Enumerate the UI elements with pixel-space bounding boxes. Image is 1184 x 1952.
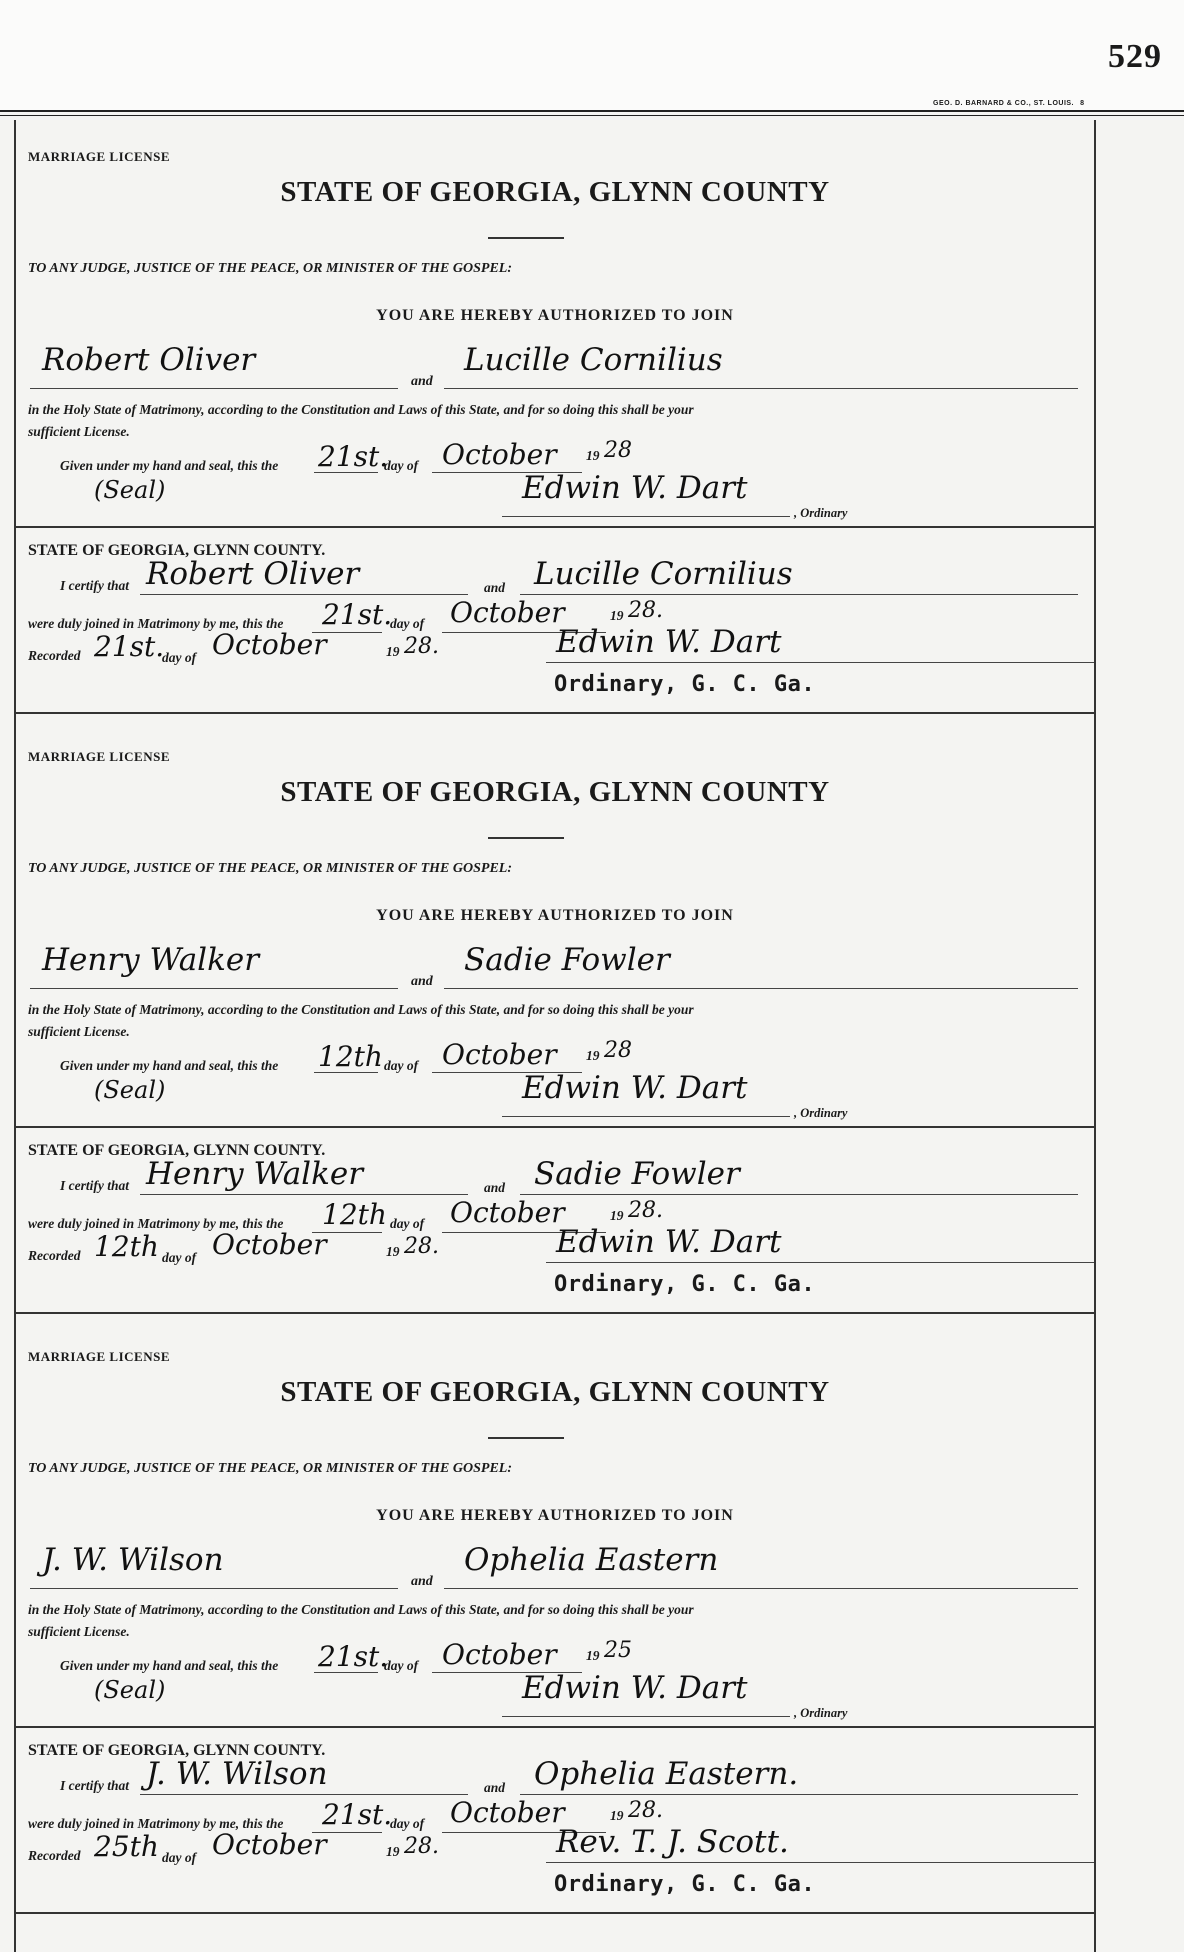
license-year-prefix: 19: [586, 1048, 600, 1063]
day-of-label: day of: [384, 458, 419, 473]
cert-and-label: and: [484, 1780, 506, 1795]
joined-year: 28.: [628, 1798, 663, 1823]
cert-signature-line: [546, 662, 1094, 663]
license-label: MARRIAGE LICENSE: [28, 149, 170, 164]
authorized-line: YOU ARE HEREBY AUTHORIZED TO JOIN: [376, 307, 734, 324]
cert-bride-name: Sadie Fowler: [534, 1156, 740, 1192]
ordinary-label: , Ordinary: [794, 1106, 848, 1120]
given-label: Given under my hand and seal, this the: [60, 458, 279, 473]
bride-line: [444, 1588, 1078, 1589]
cert-groom-line: [140, 1194, 468, 1195]
license-signature: Edwin W. Dart: [522, 1670, 748, 1706]
cert-signature-line: [546, 1862, 1094, 1863]
license-body: [28, 1599, 1080, 1643]
joined-day-of-label: day of: [390, 1216, 425, 1231]
bride-name: Lucille Cornilius: [464, 342, 723, 378]
marriage-license-section: [16, 720, 1094, 1128]
cert-bride-line: [520, 1794, 1078, 1795]
recorded-year-prefix: 19: [386, 644, 400, 659]
license-signature: Edwin W. Dart: [522, 1070, 748, 1106]
recorded-label: Recorded: [28, 1248, 81, 1263]
signature-line: [502, 516, 790, 517]
certify-label: I certify that: [60, 1178, 129, 1193]
joined-year-prefix: 19: [610, 1808, 624, 1823]
to-line: TO ANY JUDGE, JUSTICE OF THE PEACE, OR MINISTER OF THE GOSPEL:: [28, 1461, 512, 1476]
joined-day: 21st.: [322, 598, 393, 631]
ordinary-stamp: Ordinary, G. C. Ga.: [554, 1872, 816, 1897]
license-body-line1: in the Holy State of Matrimony, according to the Constitution and Laws of this State, and for so doing this shall be your: [28, 1002, 694, 1017]
ordinary-label: , Ordinary: [794, 506, 848, 520]
cert-signature-line: [546, 1262, 1094, 1263]
and-label: and: [411, 374, 433, 389]
signature-line: [502, 1716, 790, 1717]
license-body-line1: in the Holy State of Matrimony, according to the Constitution and Laws of this State, and for so doing this shall be your: [28, 1602, 694, 1617]
given-label: Given under my hand and seal, this the: [60, 1058, 279, 1073]
to-line: TO ANY JUDGE, JUSTICE OF THE PEACE, OR MINISTER OF THE GOSPEL:: [28, 261, 512, 276]
printer-imprint: GEO. D. BARNARD & CO., ST. LOUIS.: [933, 100, 1074, 107]
joined-label: were duly joined in Matrimony by me, this the: [28, 1816, 284, 1831]
joined-label: were duly joined in Matrimony by me, this the: [28, 1216, 284, 1231]
bride-name: Sadie Fowler: [464, 942, 670, 978]
joined-year-prefix: 19: [610, 1208, 624, 1223]
recorded-day-of-label: day of: [162, 1850, 197, 1865]
joined-year: 28.: [628, 598, 663, 623]
recorded-year: 28.: [404, 1234, 439, 1259]
page-number: 529: [1108, 38, 1162, 75]
top-rule: [0, 110, 1184, 116]
joined-month: October: [450, 1196, 565, 1229]
certificate-section: [16, 1728, 1094, 1914]
cert-and-label: and: [484, 1180, 506, 1195]
given-label: Given under my hand and seal, this the: [60, 1658, 279, 1673]
seal-mark: (Seal): [94, 1676, 166, 1704]
and-label: and: [411, 974, 433, 989]
printer-code: 8: [1080, 100, 1084, 107]
cert-signature: Rev. T. J. Scott.: [556, 1824, 789, 1860]
recorded-label: Recorded: [28, 648, 81, 663]
license-day: 12th: [318, 1040, 383, 1073]
license-body-line2: sufficient License.: [28, 1624, 130, 1639]
cert-signature: Edwin W. Dart: [556, 1224, 782, 1260]
license-label: MARRIAGE LICENSE: [28, 1349, 170, 1364]
heading-divider: [488, 237, 564, 239]
cert-groom-line: [140, 1794, 468, 1795]
groom-name: J. W. Wilson: [42, 1542, 224, 1578]
cert-groom-name: Henry Walker: [146, 1156, 364, 1192]
license-month: October: [442, 1638, 557, 1671]
license-day-line: [314, 1672, 378, 1673]
license-year-prefix: 19: [586, 448, 600, 463]
license-heading: STATE OF GEORGIA, GLYNN COUNTY: [280, 776, 830, 808]
cert-groom-name: J. W. Wilson: [146, 1756, 328, 1792]
license-day-line: [314, 472, 378, 473]
cert-and-label: and: [484, 580, 506, 595]
license-month: October: [442, 1038, 557, 1071]
license-body-line1: in the Holy State of Matrimony, according to the Constitution and Laws of this State, and for so doing this shall be your: [28, 402, 694, 417]
ordinary-stamp: Ordinary, G. C. Ga.: [554, 672, 816, 697]
recorded-day: 25th: [94, 1830, 159, 1863]
recorded-year-prefix: 19: [386, 1244, 400, 1259]
cert-bride-name: Ophelia Eastern.: [534, 1756, 799, 1792]
license-body: [28, 999, 1080, 1043]
recorded-year: 28.: [404, 1834, 439, 1859]
recorded-month: October: [212, 1828, 327, 1861]
license-day: 21st.: [318, 440, 389, 473]
day-of-label: day of: [384, 1058, 419, 1073]
certificate-heading: STATE OF GEORGIA, GLYNN COUNTY.: [28, 1742, 326, 1759]
joined-day: 21st.: [322, 1798, 393, 1831]
and-label: and: [411, 1574, 433, 1589]
cert-groom-name: Robert Oliver: [146, 556, 360, 592]
authorized-line: YOU ARE HEREBY AUTHORIZED TO JOIN: [376, 1507, 734, 1524]
marriage-license-section: [16, 1320, 1094, 1728]
joined-day-of-label: day of: [390, 616, 425, 631]
groom-line: [30, 988, 398, 989]
joined-month: October: [450, 1796, 565, 1829]
license-year: 28: [604, 438, 632, 463]
cert-bride-name: Lucille Cornilius: [534, 556, 793, 592]
seal-mark: (Seal): [94, 1076, 166, 1104]
seal-mark: (Seal): [94, 476, 166, 504]
cert-groom-line: [140, 594, 468, 595]
heading-divider: [488, 837, 564, 839]
license-heading: STATE OF GEORGIA, GLYNN COUNTY: [280, 176, 830, 208]
groom-name: Henry Walker: [42, 942, 260, 978]
license-day: 21st.: [318, 1640, 389, 1673]
certify-label: I certify that: [60, 1778, 129, 1793]
license-day-line: [314, 1072, 378, 1073]
recorded-day-of-label: day of: [162, 1250, 197, 1265]
license-signature: Edwin W. Dart: [522, 470, 748, 506]
recorded-day: 12th: [94, 1230, 159, 1263]
license-body-line2: sufficient License.: [28, 1024, 130, 1039]
license-year-prefix: 19: [586, 1648, 600, 1663]
page-header: [0, 0, 1184, 112]
signature-line: [502, 1116, 790, 1117]
joined-year: 28.: [628, 1198, 663, 1223]
marriage-license-section: [16, 120, 1094, 528]
bride-line: [444, 388, 1078, 389]
certificate-section: [16, 528, 1094, 714]
bride-name: Ophelia Eastern: [464, 1542, 719, 1578]
cert-bride-line: [520, 594, 1078, 595]
cert-bride-line: [520, 1194, 1078, 1195]
groom-line: [30, 1588, 398, 1589]
to-line: TO ANY JUDGE, JUSTICE OF THE PEACE, OR MINISTER OF THE GOSPEL:: [28, 861, 512, 876]
license-body-line2: sufficient License.: [28, 424, 130, 439]
groom-name: Robert Oliver: [42, 342, 256, 378]
heading-divider: [488, 1437, 564, 1439]
recorded-year: 28.: [404, 634, 439, 659]
joined-month: October: [450, 596, 565, 629]
ordinary-stamp: Ordinary, G. C. Ga.: [554, 1272, 816, 1297]
recorded-year-prefix: 19: [386, 1844, 400, 1859]
license-body: [28, 399, 1080, 443]
recorded-label: Recorded: [28, 1848, 81, 1863]
register-sheet: [14, 120, 1096, 1952]
joined-label: were duly joined in Matrimony by me, this the: [28, 616, 284, 631]
ordinary-label: , Ordinary: [794, 1706, 848, 1720]
bride-line: [444, 988, 1078, 989]
certificate-section: [16, 1128, 1094, 1314]
license-heading: STATE OF GEORGIA, GLYNN COUNTY: [280, 1376, 830, 1408]
recorded-month: October: [212, 1228, 327, 1261]
license-label: MARRIAGE LICENSE: [28, 749, 170, 764]
recorded-day-of-label: day of: [162, 650, 197, 665]
certify-label: I certify that: [60, 578, 129, 593]
license-month: October: [442, 438, 557, 471]
cert-signature: Edwin W. Dart: [556, 624, 782, 660]
joined-day-of-label: day of: [390, 1816, 425, 1831]
license-year: 25: [604, 1638, 632, 1663]
certificate-heading: STATE OF GEORGIA, GLYNN COUNTY.: [28, 1142, 326, 1159]
license-year: 28: [604, 1038, 632, 1063]
certificate-heading: STATE OF GEORGIA, GLYNN COUNTY.: [28, 542, 326, 559]
groom-line: [30, 388, 398, 389]
joined-day: 12th: [322, 1198, 387, 1231]
day-of-label: day of: [384, 1658, 419, 1673]
authorized-line: YOU ARE HEREBY AUTHORIZED TO JOIN: [376, 907, 734, 924]
recorded-day: 21st.: [94, 630, 165, 663]
recorded-month: October: [212, 628, 327, 661]
joined-year-prefix: 19: [610, 608, 624, 623]
